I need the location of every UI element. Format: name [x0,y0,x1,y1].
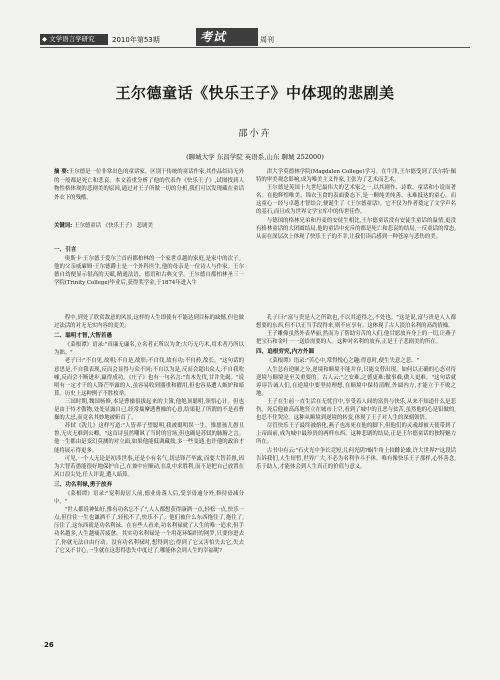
article-title: 王尔德童话《快乐王子》中体现的悲剧美 [115,84,395,102]
paragraph: 古书中有云:"石火光中争长竞短,几何光阴?蜗牛角上较雌论雄,许大世界?"这段话告诉我们,人生短暂,世界广大,不必为名利争斗不休。唯有像快乐王子那样,心怀善念,乐于助人,才能体会到人生真正的价值与意义。 [256,447,456,470]
paragraph: 老子曰:"不自见,故明;不自是,故彰;不自伐,故有功;不自矜,故长。"这句话的意思是,不自我表现,反而会显得与众不同;不自以为是,反而会超出众人;不自我吹嘘,反而会不断进步,赢得成功。《庄子》也有一句名言:"直木先伐,甘井先竭。"说明有一定才干的人锋芒毕露的人,虽容易收到器重和擢用,但也容易遭人嫉妒和暗算。历史上这种例子不胜枚举。 [54,358,244,397]
right-column-top [256,168,456,310]
article-author: 邵小卉 [238,129,272,139]
abstract-text: 王尔德是一位非常出色的童话家。区别于传统的童话作家,其作品结局无外的一般都是死亡和悲哀。本文着重分析了他的代表作《快乐王子》,试图找到人物性格体现的悲剧美的原因,通过对王子所做一切的分析,我们可以发现藏在童话外衣下的残酷。 [54,169,244,201]
paragraph: 王尔德是英国十九世纪最伟大的艺术家之一,以其剧作、诗歌、童话和小说而著名。在他辉煌唯美、锦衣玉食的表面姿态下,是一颗纯美纯善、永难抵达的童心。而这童心一经与卓越才智结合,便诞生了《王尔德童话》。它不仅为作者奠定了文学声名的基石,而且成为世界文学宝库中的传世佳作。 [256,185,456,216]
section-heading: 二、聪明才智,大智若愚 [54,333,113,340]
journal-logo [196,28,258,46]
right-column-body [256,314,456,646]
section-heading: 一、引言 [54,247,77,253]
paragraph: 王子在生前一直生活在无忧宫中,享受着人间的富贵与快乐,从来不知道什么是悲伤。死后他被高高地竖立在城市上空,看到了城中的丑恶与贫苦,虽然他的心是铅做的,也忍不住哭泣。这种从顺境到逆境的转变,体现了王子对人生的深刻领悟。 [256,398,456,422]
paragraph: 尽管快乐王子最终被熔化,燕子也冻死在他的脚下,但他们的灵魂却被天使带到了上帝面前,成为城中最珍贵的两样东西。这种悲剧的结局,正是王尔德童话的独特魅力所在。 [256,423,456,446]
abstract-label: 摘 要: [54,169,69,175]
paragraph: 《菜根谭》语录:"苦心中,常得悦心之趣;得意时,便生失意之悲。" [266,358,419,365]
header-rule [40,47,470,48]
paragraph: 孔子曰:"富与贵是人之所欲也,不以其道得之,不处也。"这是说,富与贵是人人都想要的东西,但不以正当手段得来,则不应享有。这体现了古人淡泊名利的高尚情操。 [256,315,456,330]
paragraph: 奥斯卡·王尔德于爱尔兰首府都柏林的一个家世卓越的家庭,是家中的次子。他的父亲威廉姆·王尔德爵士是一个外科医生,他的母亲是一位诗人与作家。王尔德自幼便显示很高的天赋,精通法语、德语和古典文学。王尔德自都柏林圣三一学院(Trinity College)毕业后,获得奖学金,于1874年进入牛 [54,256,244,287]
section-heading: 三、功名利禄,勇于放弃 [54,481,113,488]
paragraph: 津大学莫德林学院(Magdalen College)学习。在牛津,王尔德受到了沃尔特·佩特的审美观念影响,成为唯美主义作家,主张为了艺术而艺术。 [256,169,456,184]
paragraph: 程中,到处了欣赏敌意的风景,这样的人生即使有不能达到目标的缺憾,但也做过法活的对无无实内容的変美。 [54,315,244,330]
paragraph: 与德国的格林兄弟和丹麦的安徒生相比,王尔德童话没有安徒生童话的温情,更没有格林童话的大团圆结局,他的童话中充斥的都是死亡和悲哀的结局,一反童话的常态,从而在深层次上体现了快乐王子的不幸,让我们读后感到一种苍凉与悲伤的美。 [256,217,456,240]
paragraph: "世人都说神仙好,惟有功名忘不了",人人都想获得康洒一点,轻松一点,快乐一点,但往往一生也谦洒不了,轻松不了,快乐不了。他们被什么东西拖住了,拖住了,压住了,这东西就是功名利禄。在有些人看来,功名利禄就了人生的唯一追求,但手功名越多,人生越痛苦疲惫。其实功名利禄是一个用花环编织的网罗,只要你进去了,你就无法自由行动。没有功名利禄时,想得到它;得到了它又害怕失去它,失去了它又不甘心,一生就在这患得患失中度过了,哪能体会到人生的幸福呢? [54,507,244,554]
header-category: ◆ 文学语言学研究 [42,35,95,43]
paragraph: 《菜根谭》语录:"宠利毋居人前,德业毋落人后,受享毋逾分外,修持毋减分中。" [54,490,244,506]
abstract [54,168,244,202]
paragraph: 王子雕像虽然外表华丽,然而为了帮助穷苦的人们,他甘愿放弃身上的一切,让燕子把宝石和金叶一一送给需要的人。这种对名利的放弃,正是王子悲剧美的所在。 [256,331,456,346]
section-heading: 四、追根穷究,内方外圆 [256,349,315,356]
paragraph: 苏轼《洗儿》这样写道:"人皆养子望聪明,我被聪明误一生。惟愿孩儿愚且鲁,无灾无难到公卿。"这首诗虽然嘲讽了当时的官场,但也确是苏轼的肺腑之言。他一生都由是变幻莫测的对立面,如果他能低调藏拙,多一些变通,也许他的政治才能将展示得更多。 [54,423,244,454]
page-number: 26 [44,641,54,649]
paragraph: 可见,一个人无论是初涉世事,还是小有名气,切忌锋芒毕露,而要大智若愚,因为大智若愚能很好地保护自己,在兼中应顺动,在乱中求胜利,而不是把自己放置在风口浪尖处,任人评说,遭人暗算。 [54,455,244,478]
paragraph: 三国时期,魏国杨修,本是曹操很拔起来的主簿,他绝顶聪明,领悟心计。但也是由于恃才傲物,处处显露自己,经常揣摩透曹操的心意,结果犯了所谓的不是看曹操的大忌,而竟名其妙地被斩首了。 [54,398,244,422]
article-affiliation: (聊城大学 东昌学院 英语系,山东 聊城 252000) [186,153,324,161]
keywords-text: 王尔德童话 《快乐王子》 悲剧美 [74,223,153,229]
keywords-label: 关键词: [54,223,73,229]
keywords [54,222,244,230]
journal-brand-sub: 周刊 [260,36,274,44]
paragraph: 人生总有逆顺之分,逆境和顺境不能并存,只能交替出现。如何以正确的心态对待逆境与顺境是至关重要的。古人云:"之安难,之德更难;做事难,做人更难。"这句话就谆谆告诫人们,在逆境中要坚持理想,在顺境中保持清醒,外圆内方,才能立于不败之地。 [256,366,456,397]
header-issue: 2010年第53期 [112,36,160,44]
journal-brand: 考试 [200,30,227,44]
left-column-intro [54,244,244,310]
left-column-body [54,314,244,636]
paragraph: 《菜根谭》语录:"真廉无廉名,立名者正所以为贪;大巧无巧术,用术者乃所以为拙。" [54,342,244,357]
